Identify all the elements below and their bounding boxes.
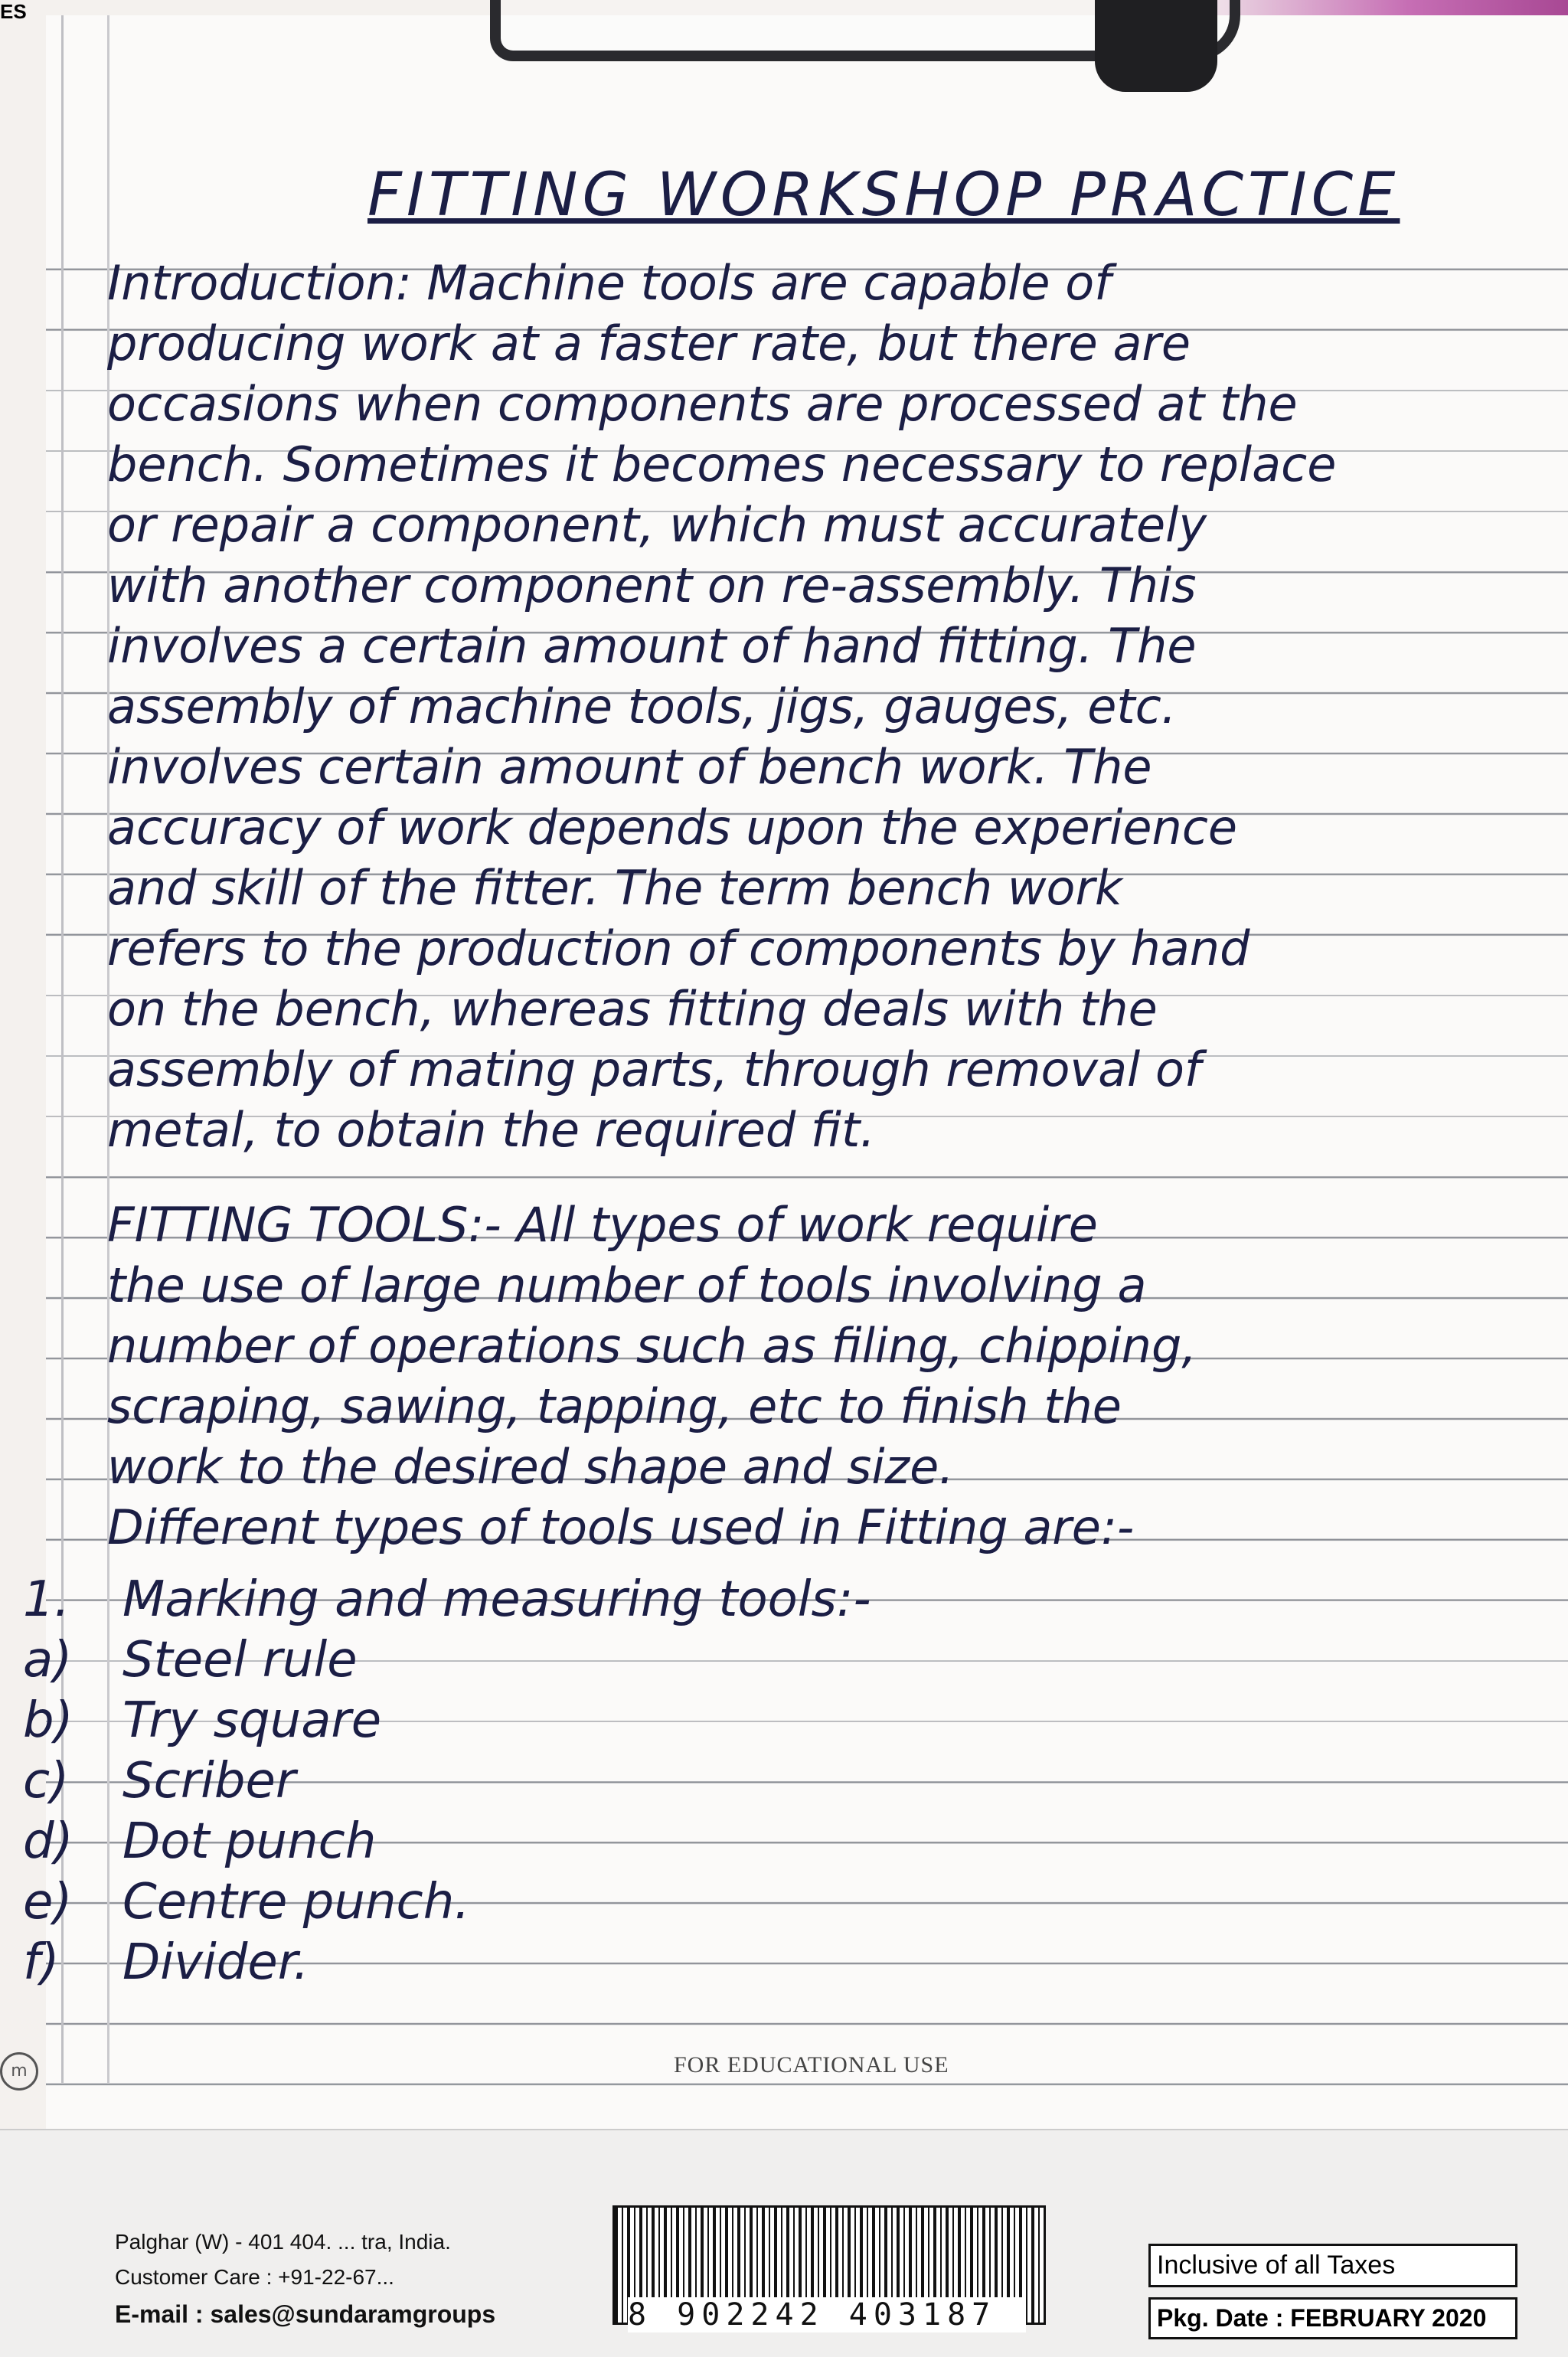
introduction-paragraph xyxy=(107,253,1547,1160)
intro-line: bench. Sometimes it becomes necessary to replace xyxy=(107,436,1337,492)
list-item xyxy=(23,1630,871,1691)
tools-line: FITTING TOOLS:- All types of work require xyxy=(107,1197,1098,1253)
list-item-text: Divider. xyxy=(122,1934,309,1991)
list-item xyxy=(23,1570,871,1630)
intro-line: or repair a component, which must accurately xyxy=(107,497,1207,553)
barcode-number: 8 902242 403187 xyxy=(628,2297,1026,2332)
list-item-marker: f) xyxy=(23,1934,60,1991)
list-item xyxy=(23,1812,871,1872)
intro-line: metal, to obtain the required fit. xyxy=(107,1102,875,1158)
fitting-tools-paragraph xyxy=(107,1195,1547,1558)
intro-line: Introduction: Machine tools are capable of xyxy=(107,255,1112,311)
tools-line: number of operations such as filing, chipping, xyxy=(107,1318,1197,1374)
list-item xyxy=(23,1751,871,1812)
list-item-text: Scriber xyxy=(122,1753,296,1809)
intro-line: on the bench, whereas fitting deals with the xyxy=(107,981,1158,1037)
list-item xyxy=(23,1691,871,1751)
intro-line: involves certain amount of bench work. The xyxy=(107,739,1152,795)
intro-line: occasions when components are processed at the xyxy=(107,376,1298,432)
intro-line: assembly of mating parts, through removal of xyxy=(107,1041,1201,1097)
customer-care: Customer Care : +91-22-67... xyxy=(115,2265,394,2289)
list-item-marker: 1. xyxy=(23,1571,70,1628)
intro-line: and skill of the fitter. The term bench work xyxy=(107,860,1122,916)
list-item-marker: b) xyxy=(23,1692,74,1749)
list-item-marker: e) xyxy=(23,1874,73,1930)
package-date: Pkg. Date : FEBRUARY 2020 xyxy=(1148,2297,1517,2339)
tax-label: Inclusive of all Taxes xyxy=(1148,2244,1517,2287)
intro-line: producing work at a faster rate, but there are xyxy=(107,315,1191,371)
list-item-text: Try square xyxy=(122,1692,382,1749)
intro-line: accuracy of work depends upon the experience xyxy=(107,799,1238,855)
intro-line: with another component on re-assembly. This xyxy=(107,557,1197,613)
list-item-marker: c) xyxy=(23,1753,70,1809)
list-item xyxy=(23,1933,871,1993)
footer-note: FOR EDUCATIONAL USE xyxy=(674,2052,949,2077)
list-item-text: Centre punch. xyxy=(122,1874,470,1930)
list-item-marker: a) xyxy=(23,1632,73,1688)
list-item-text: Marking and measuring tools:- xyxy=(122,1571,871,1628)
page-title: FITTING WORKSHOP PRACTICE xyxy=(368,161,1400,230)
email: E-mail : sales@sundaramgroups xyxy=(115,2300,496,2328)
list-item xyxy=(23,1872,871,1933)
tool-list xyxy=(23,1570,871,1993)
publisher-info xyxy=(115,2230,495,2339)
tools-line: work to the desired shape and size. xyxy=(107,1439,954,1495)
tools-line: the use of large number of tools involving a xyxy=(107,1257,1147,1313)
brand-logo: m xyxy=(0,2052,38,2091)
clipboard-clip-lever xyxy=(1095,0,1217,92)
side-label: ES xyxy=(0,0,27,23)
list-item-marker: d) xyxy=(23,1813,74,1870)
tools-line: Different types of tools used in Fitting are:- xyxy=(107,1499,1135,1555)
address: Palghar (W) - 401 404. ... tra, India. xyxy=(115,2230,451,2254)
intro-line: refers to the production of components by hand xyxy=(107,920,1250,976)
intro-line: involves a certain amount of hand fitting. The xyxy=(107,618,1197,674)
list-item-text: Dot punch xyxy=(122,1813,377,1870)
tools-line: scraping, sawing, tapping, etc to finish the xyxy=(107,1378,1122,1434)
list-item-text: Steel rule xyxy=(122,1632,358,1688)
intro-line: assembly of machine tools, jigs, gauges, etc. xyxy=(107,678,1177,734)
